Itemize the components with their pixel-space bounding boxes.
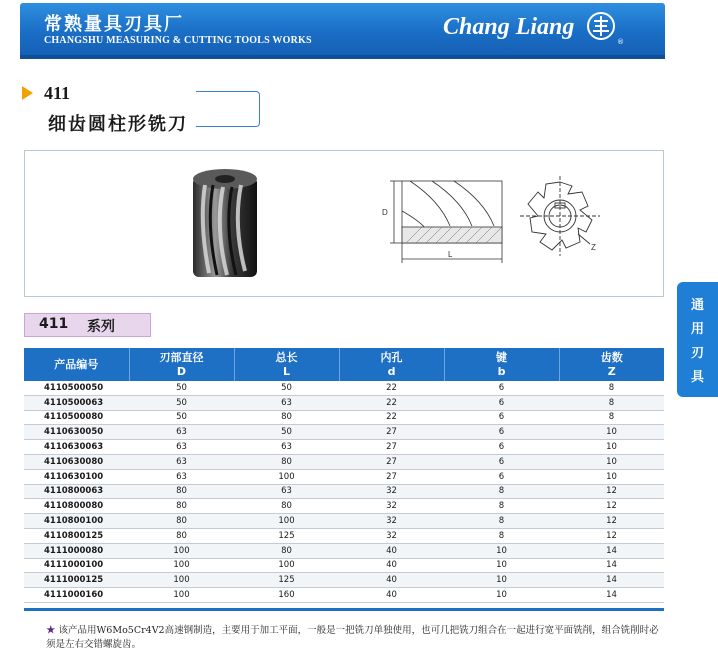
table-cell: 8: [559, 410, 664, 425]
table-cell: 10: [559, 469, 664, 484]
cell-product-no: 4110630080: [24, 454, 129, 469]
cell-product-no: 4110800100: [24, 514, 129, 529]
cell-product-no: 4111000080: [24, 543, 129, 558]
table-cell: 14: [559, 588, 664, 603]
arrow-right-icon: [22, 86, 33, 100]
table-cell: 32: [339, 499, 444, 514]
table-cell: 125: [234, 528, 339, 543]
table-cell: 100: [129, 558, 234, 573]
brand-name: Chang Liang: [443, 14, 575, 40]
table-cell: 10: [444, 558, 559, 573]
table-cell: 6: [444, 395, 559, 410]
end-view-drawing: [520, 176, 610, 271]
table-cell: 8: [444, 528, 559, 543]
table-cell: 80: [129, 514, 234, 529]
table-cell: 14: [559, 543, 664, 558]
side-view-drawing: [380, 171, 520, 276]
table-cell: 63: [234, 484, 339, 499]
table-cell: 80: [234, 543, 339, 558]
table-cell: 32: [339, 514, 444, 529]
table-cell: 50: [234, 425, 339, 440]
company-name-en: CHANGSHU MEASURING & CUTTING TOOLS WORKS: [44, 35, 312, 46]
cell-product-no: 4110500063: [24, 395, 129, 410]
cell-product-no: 4110630063: [24, 440, 129, 455]
table-cell: 8: [444, 499, 559, 514]
table-cell: 6: [444, 469, 559, 484]
cell-product-no: 4110800080: [24, 499, 129, 514]
product-image-box: [24, 150, 664, 297]
series-label: [24, 313, 151, 337]
table-cell: 8: [444, 514, 559, 529]
cell-product-no: 4111000160: [24, 588, 129, 603]
table-cell: 40: [339, 588, 444, 603]
table-row: [24, 395, 664, 410]
table-cell: 8: [444, 484, 559, 499]
table-cell: 32: [339, 484, 444, 499]
table-row: [24, 514, 664, 529]
table-cell: 22: [339, 410, 444, 425]
table-cell: 63: [234, 440, 339, 455]
table-cell: 10: [559, 454, 664, 469]
table-cell: 27: [339, 469, 444, 484]
header-product-no: 产品编号: [24, 348, 129, 381]
table-cell: 100: [129, 573, 234, 588]
table-cell: 27: [339, 454, 444, 469]
table-cell: 6: [444, 381, 559, 395]
table-row: [24, 484, 664, 499]
side-category-tab[interactable]: [677, 282, 718, 397]
table-row: [24, 499, 664, 514]
table-bottom-rule: [24, 608, 664, 611]
header-bore: 内孔 d: [339, 348, 444, 381]
title-bracket: [196, 91, 260, 127]
side-tab-char: 用: [690, 322, 704, 337]
table-cell: 22: [339, 381, 444, 395]
table-cell: 63: [129, 454, 234, 469]
table-row: [24, 381, 664, 395]
table-cell: 27: [339, 425, 444, 440]
series-code: 411: [39, 316, 69, 332]
side-tab-char: 具: [690, 370, 704, 385]
header-key: 键 b: [444, 348, 559, 381]
table-cell: 125: [234, 573, 339, 588]
table-cell: 50: [129, 410, 234, 425]
table-row: [24, 410, 664, 425]
table-cell: 14: [559, 573, 664, 588]
table-cell: 8: [559, 381, 664, 395]
header-diameter: 刃部直径 D: [129, 348, 234, 381]
table-cell: 63: [129, 425, 234, 440]
header-teeth: 齿数 Z: [559, 348, 664, 381]
table-cell: 10: [444, 588, 559, 603]
table-cell: 32: [339, 528, 444, 543]
label-l: L: [448, 250, 453, 259]
cell-product-no: 4110630050: [24, 425, 129, 440]
table-cell: 63: [129, 469, 234, 484]
table-cell: 100: [129, 588, 234, 603]
product-title: 细齿圆柱形铣刀: [48, 114, 188, 135]
table-row: [24, 425, 664, 440]
table-cell: 80: [234, 454, 339, 469]
table-row: [24, 573, 664, 588]
table-cell: 100: [234, 469, 339, 484]
cell-product-no: 4111000125: [24, 573, 129, 588]
label-z: Z: [591, 243, 596, 252]
product-note: [46, 624, 666, 652]
table-cell: 14: [559, 558, 664, 573]
company-name-cn: 常熟量具刃具厂: [44, 14, 184, 35]
table-cell: 12: [559, 514, 664, 529]
side-tab-char: 通: [690, 298, 704, 313]
table-cell: 80: [234, 499, 339, 514]
table-row: [24, 588, 664, 603]
header-strip: [20, 55, 665, 59]
table-cell: 40: [339, 543, 444, 558]
label-d: D: [382, 208, 388, 217]
table-cell: 50: [129, 395, 234, 410]
table-cell: 10: [559, 440, 664, 455]
table-cell: 40: [339, 558, 444, 573]
table-cell: 80: [129, 528, 234, 543]
table-cell: 40: [339, 573, 444, 588]
table-row: [24, 543, 664, 558]
table-row: [24, 558, 664, 573]
table-cell: 6: [444, 454, 559, 469]
table-cell: 6: [444, 410, 559, 425]
table-cell: 6: [444, 425, 559, 440]
cell-product-no: 4111000100: [24, 558, 129, 573]
brand-logo-icon: [586, 11, 616, 41]
cell-product-no: 4110800063: [24, 484, 129, 499]
table-cell: 10: [559, 425, 664, 440]
table-row: [24, 454, 664, 469]
star-icon: ★: [46, 625, 56, 636]
cutter-photo: [175, 163, 275, 288]
cell-product-no: 4110800125: [24, 528, 129, 543]
table-cell: 100: [234, 558, 339, 573]
table-cell: 50: [129, 381, 234, 395]
table-cell: 100: [234, 514, 339, 529]
table-cell: 8: [559, 395, 664, 410]
table-cell: 27: [339, 440, 444, 455]
table-cell: 10: [444, 543, 559, 558]
cell-product-no: 4110500080: [24, 410, 129, 425]
product-code: 411: [44, 83, 71, 103]
table-cell: 63: [129, 440, 234, 455]
table-cell: 22: [339, 395, 444, 410]
side-tab-char: 刃: [690, 346, 704, 361]
table-cell: 12: [559, 528, 664, 543]
table-cell: 80: [129, 484, 234, 499]
table-row: [24, 440, 664, 455]
registered-mark: ®: [617, 38, 624, 46]
series-text: 系列: [87, 319, 115, 335]
table-cell: 80: [234, 410, 339, 425]
table-cell: 50: [234, 381, 339, 395]
table-cell: 160: [234, 588, 339, 603]
header-length: 总长 L: [234, 348, 339, 381]
table-cell: 12: [559, 499, 664, 514]
spec-table: [24, 348, 664, 603]
table-cell: 80: [129, 499, 234, 514]
table-cell: 6: [444, 440, 559, 455]
table-cell: 100: [129, 543, 234, 558]
table-cell: 63: [234, 395, 339, 410]
table-row: [24, 469, 664, 484]
table-row: [24, 528, 664, 543]
table-cell: 10: [444, 573, 559, 588]
cell-product-no: 4110500050: [24, 381, 129, 395]
table-header-row: [24, 348, 664, 381]
cell-product-no: 4110630100: [24, 469, 129, 484]
table-cell: 12: [559, 484, 664, 499]
note-text: 该产品用W6Mo5Cr4V2高速钢制造，主要用于加工平面，一般是一把铣刀单独使用，也可几把铣刀组合在一起进行宽平面铣削，组合铣削时必须是左右交错螺旋齿。: [46, 625, 659, 650]
